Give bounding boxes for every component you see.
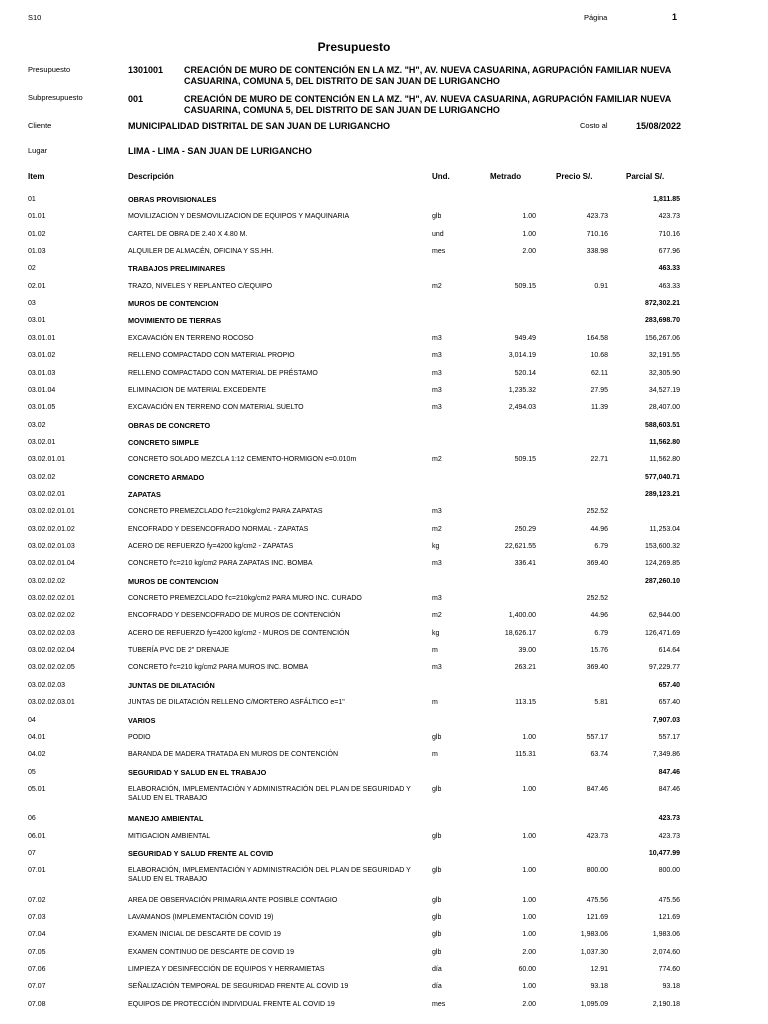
table-row	[0, 455, 768, 469]
row-description: CARTEL DE OBRA DE 2.40 X 4.80 M.	[128, 230, 248, 238]
row-item-code: 03.02.02.03.01	[28, 699, 75, 707]
row-item-code: 06.01	[28, 832, 46, 840]
row-unit: mes	[432, 1000, 446, 1008]
row-partial: 774.60	[658, 966, 680, 974]
row-partial: 11,253.04	[649, 525, 680, 533]
table-row	[0, 814, 768, 828]
row-price: 0.91	[594, 282, 608, 290]
row-item-code: 01.02	[28, 230, 46, 238]
row-item-code: 03.02	[28, 421, 46, 429]
cost-date: 15/08/2022	[636, 121, 682, 131]
row-price: 800.00	[586, 867, 608, 875]
subbudget-code: 001	[128, 94, 144, 104]
row-unit: glb	[432, 948, 442, 956]
row-partial: 121.69	[658, 914, 680, 921]
table-row	[0, 316, 768, 330]
row-metrado: 263.21	[514, 664, 536, 672]
row-price: 27.95	[590, 386, 608, 394]
row-description: CONCRETO ARMADO	[128, 472, 205, 482]
row-item-code: 03.01.03	[28, 369, 56, 377]
row-description: ENCOFRADO Y DESENCOFRADO DE MUROS DE CONTENCIÓN	[128, 612, 341, 620]
row-item-code: 02	[28, 265, 36, 273]
row-description: TRAZO, NIVELES Y REPLANTEO C/EQUIPO	[128, 282, 273, 290]
col-price: Precio S/.	[556, 172, 593, 181]
row-unit: glb	[432, 896, 442, 904]
table-row	[0, 785, 768, 802]
row-metrado: 22,621.55	[504, 543, 536, 550]
row-description: MOVIMIENTO DE TIERRAS	[128, 316, 222, 326]
row-description: AREA DE OBSERVACIÓN PRIMARIA ANTE POSIBLE CONTAGIO	[128, 896, 338, 904]
row-item-code: 03.02.02.01.02	[28, 525, 75, 533]
row-item-code: 03.02.01.01	[28, 456, 65, 464]
row-partial: 1,811.85	[653, 196, 680, 203]
row-price: 1,983.06	[580, 931, 608, 939]
row-price: 369.40	[586, 560, 608, 568]
row-metrado: 1.00	[522, 896, 536, 904]
row-description: MOVILIZACION Y DESMOVILIZACION DE EQUIPOS Y MAQUINARIA	[128, 213, 350, 221]
row-description: OBRAS PROVISIONALES	[128, 195, 217, 204]
row-item-code: 03.02.02.02.05	[28, 664, 75, 672]
row-partial: 2,074.60	[652, 948, 680, 956]
row-description: CONCRETO f'c=210 kg/cm2 PARA MUROS INC. BOMBA	[128, 664, 309, 672]
col-partial: Parcial S/.	[626, 172, 665, 181]
row-price: 847.46	[586, 785, 608, 793]
row-partial: 97,229.77	[648, 664, 680, 672]
row-item-code: 07.01	[28, 867, 46, 875]
row-metrado: 509.15	[514, 456, 536, 464]
row-item-code: 01.03	[28, 248, 46, 256]
row-description: MUROS DE CONTENCION	[128, 299, 219, 309]
row-price: 369.40	[586, 664, 608, 672]
row-item-code: 03.01.02	[28, 352, 56, 360]
row-item-code: 03.02.02.01	[28, 490, 65, 498]
row-description: TRABAJOS PRELIMINARES	[128, 264, 226, 274]
row-item-code: 03.01.05	[28, 404, 56, 412]
row-item-code: 03.01	[28, 317, 46, 325]
row-partial: 289,123.21	[644, 490, 680, 498]
row-description: LAVAMANOS (IMPLEMENTACIÓN COVID 19)	[128, 914, 274, 921]
budget-text: CREACIÓN DE MURO DE CONTENCIÓN EN LA MZ. "H", AV. NUEVA CASUARINA, AGRUPACIÓN FAMILIAR NUEVA CASUARINA, COMUNA 5, DEL DISTRITO DE SAN JUAN DE LURIGANCHO	[184, 65, 671, 86]
row-partial: 11,562.80	[649, 438, 680, 446]
table-row	[0, 334, 768, 348]
row-item-code: 03.02.02.01.03	[28, 543, 75, 550]
table-row	[0, 369, 768, 383]
row-item-code: 07.06	[28, 966, 46, 974]
row-description: TUBERÍA PVC DE 2" DRENAJE	[128, 647, 229, 655]
row-description: ALQUILER DE ALMACÉN, OFICINA Y SS.HH.	[128, 248, 274, 256]
row-item-code: 04.01	[28, 733, 46, 741]
table-row	[0, 866, 768, 884]
row-price: 10.68	[590, 352, 608, 360]
row-description: VARIOS	[128, 715, 156, 725]
row-partial: 657.40	[658, 699, 680, 707]
row-price: 338.98	[586, 248, 608, 256]
row-description: EQUIPOS DE PROTECCIÓN INDIVIDUAL FRENTE AL COVID 19	[128, 1000, 335, 1008]
row-item-code: 03.02.02.01.01	[28, 508, 75, 516]
row-price: 15.76	[590, 647, 608, 655]
row-partial: 93.18	[662, 983, 680, 991]
row-item-code: 05	[28, 768, 36, 776]
row-metrado: 1.00	[522, 914, 536, 921]
row-partial: 7,907.03	[652, 716, 680, 724]
row-item-code: 07.05	[28, 948, 46, 956]
row-item-code: 07.03	[28, 914, 46, 921]
system-code: S10	[28, 13, 42, 22]
page-number: 1	[672, 12, 678, 22]
row-description: SEGURIDAD Y SALUD FRENTE AL COVID	[128, 848, 274, 858]
row-partial: 463.33	[658, 265, 680, 273]
row-partial: 614.64	[658, 647, 680, 655]
table-row	[0, 965, 768, 979]
row-metrado: 113.15	[515, 699, 536, 707]
row-price: 252.52	[586, 508, 608, 516]
row-description: MANEJO AMBIENTAL	[128, 814, 204, 824]
row-partial: 677.96	[658, 248, 680, 256]
table-row	[0, 849, 768, 863]
row-metrado: 2.00	[522, 248, 536, 256]
row-partial: 800.00	[658, 867, 680, 875]
row-item-code: 06	[28, 815, 36, 823]
row-partial: 34,527.19	[648, 386, 680, 394]
row-partial: 7,349.86	[652, 751, 680, 759]
row-description: CONCRETO PREMEZCLADO f'c=210kg/cm2 PARA ZAPATAS	[128, 508, 323, 516]
row-description: CONCRETO SIMPLE	[128, 437, 199, 447]
row-price: 423.73	[586, 213, 608, 221]
table-row	[0, 542, 768, 556]
row-item-code: 03.01.01	[28, 334, 56, 342]
col-item: Item	[28, 172, 45, 181]
row-partial: 10,477.99	[648, 849, 680, 857]
row-item-code: 03.02.02.02	[28, 577, 65, 585]
row-metrado: 509.15	[514, 282, 536, 290]
client-name: MUNICIPALIDAD DISTRITAL DE SAN JUAN DE LURIGANCHO	[128, 121, 391, 131]
row-unit: glb	[432, 733, 442, 741]
row-item-code: 03.02.02	[28, 473, 56, 481]
row-description: OBRAS DE CONCRETO	[128, 420, 211, 430]
row-item-code: 04	[28, 716, 36, 724]
row-metrado: 2,494.03	[508, 404, 536, 412]
table-row	[0, 913, 768, 927]
row-partial: 423.73	[658, 832, 680, 840]
row-description: ELIMINACION DE MATERIAL EXCEDENTE	[128, 386, 267, 394]
row-unit: m3	[432, 664, 442, 672]
table-row	[0, 948, 768, 962]
row-metrado: 1.00	[522, 785, 536, 793]
row-metrado: 1.00	[522, 213, 536, 221]
row-item-code: 07.02	[28, 896, 46, 904]
table-row	[0, 930, 768, 944]
cost-label: Costo al	[580, 121, 608, 130]
row-partial: 710.16	[658, 230, 680, 238]
table-row	[0, 212, 768, 226]
row-description: JUNTAS DE DILATACIÓN	[128, 680, 215, 690]
row-partial: 153,600.32	[644, 543, 680, 550]
row-description: ELABORACIÓN, IMPLEMENTACIÓN Y ADMINISTRACIÓN DEL PLAN DE SEGURIDAD Y SALUD EN EL TRABAJO	[128, 867, 411, 884]
row-price: 5.81	[594, 699, 608, 707]
table-row	[0, 681, 768, 695]
row-partial: 872,302.21	[644, 300, 680, 308]
row-unit: glb	[432, 213, 442, 221]
row-partial: 126,471.69	[644, 629, 680, 637]
table-row	[0, 594, 768, 608]
table-row	[0, 264, 768, 278]
row-item-code: 07.07	[28, 983, 46, 991]
row-price: 44.96	[590, 525, 608, 533]
table-row	[0, 195, 768, 209]
row-description: SEGURIDAD Y SALUD EN EL TRABAJO	[128, 767, 267, 777]
row-partial: 1,983.06	[652, 931, 680, 939]
row-item-code: 07.08	[28, 1000, 46, 1008]
table-row	[0, 473, 768, 487]
subbudget-label: Subpresupuesto	[28, 93, 83, 102]
table-row	[0, 351, 768, 365]
row-price: 12.91	[590, 966, 608, 974]
row-unit: m3	[432, 404, 442, 412]
row-description: PODIO	[128, 733, 151, 741]
row-price: 252.52	[586, 595, 608, 603]
row-partial: 2,190.18	[652, 1000, 680, 1008]
row-unit: m	[432, 647, 438, 655]
page-title: Presupuesto	[317, 40, 391, 54]
row-partial: 32,191.55	[648, 352, 680, 360]
row-partial: 847.46	[658, 785, 680, 793]
row-price: 93.18	[590, 983, 608, 991]
row-metrado: 39.00	[518, 647, 536, 655]
row-metrado: 949.49	[514, 334, 536, 342]
row-partial: 156,267.06	[644, 334, 680, 342]
table-row	[0, 490, 768, 504]
row-item-code: 04.02	[28, 751, 46, 759]
row-unit: glb	[432, 931, 442, 939]
row-metrado: 1.00	[522, 832, 536, 840]
row-description: MITIGACION AMBIENTAL	[128, 832, 211, 840]
table-row	[0, 438, 768, 452]
table-row	[0, 832, 768, 846]
table-row	[0, 421, 768, 435]
row-description: CONCRETO f'c=210 kg/cm2 PARA ZAPATAS INC. BOMBA	[128, 560, 313, 568]
row-metrado: 250.29	[514, 525, 536, 533]
row-description: MUROS DE CONTENCION	[128, 576, 219, 586]
row-partial: 124,269.85	[644, 560, 680, 568]
row-unit: m3	[432, 595, 442, 603]
row-metrado: 18,626.17	[504, 629, 536, 637]
table-row	[0, 629, 768, 643]
table-row	[0, 247, 768, 261]
row-description: RELLENO COMPACTADO CON MATERIAL PROPIO	[128, 352, 295, 360]
row-description: ZAPATAS	[128, 489, 161, 499]
row-metrado: 2.00	[522, 1000, 536, 1008]
table-row	[0, 982, 768, 996]
row-item-code: 03	[28, 300, 36, 308]
row-price: 710.16	[586, 230, 608, 238]
table-row	[0, 733, 768, 747]
row-item-code: 03.02.02.03	[28, 681, 65, 689]
row-price: 44.96	[590, 612, 608, 620]
row-partial: 423.73	[658, 213, 680, 221]
row-price: 121.69	[586, 914, 608, 921]
budget-code: 1301001	[128, 65, 164, 75]
row-partial: 577,040.71	[644, 473, 680, 481]
row-unit: kg	[432, 543, 440, 550]
row-unit: m3	[432, 508, 442, 516]
row-description: BARANDA DE MADERA TRATADA EN MUROS DE CONTENCIÓN	[128, 751, 339, 759]
row-unit: m2	[432, 612, 442, 620]
row-metrado: 115.31	[515, 751, 536, 759]
row-item-code: 03.02.02.02.01	[28, 595, 75, 603]
row-description: ENCOFRADO Y DESENCOFRADO NORMAL - ZAPATAS	[128, 525, 309, 533]
row-partial: 62,944.00	[648, 612, 680, 620]
row-metrado: 1.00	[522, 230, 536, 238]
page-label: Página	[584, 13, 608, 22]
row-unit: m2	[432, 456, 442, 464]
row-partial: 283,698.70	[644, 317, 680, 325]
col-unit: Und.	[432, 172, 450, 181]
col-metrado: Metrado	[490, 172, 522, 181]
row-partial: 28,407.00	[648, 404, 680, 412]
row-partial: 588,603.51	[644, 421, 680, 429]
row-price: 11.39	[591, 404, 608, 412]
row-unit: m2	[432, 525, 442, 533]
table-row	[0, 559, 768, 573]
table-row	[0, 663, 768, 677]
row-partial: 463.33	[658, 282, 680, 290]
row-metrado: 3,014.19	[508, 352, 536, 360]
row-item-code: 03.02.02.02.02	[28, 612, 75, 620]
row-unit: m3	[432, 352, 442, 360]
row-description: JUNTAS DE DILATACIÓN RELLENO C/MORTERO ASFÁLTICO e=1"	[128, 699, 345, 707]
row-price: 557.17	[586, 733, 608, 741]
row-partial: 287,260.10	[644, 577, 680, 585]
row-price: 1,095.09	[580, 1000, 608, 1008]
row-description: EXCAVACIÓN EN TERRENO ROCOSO	[128, 334, 254, 342]
row-partial: 475.56	[658, 896, 680, 904]
row-unit: glb	[432, 867, 442, 875]
row-partial: 847.46	[658, 768, 680, 776]
table-row	[0, 507, 768, 521]
row-price: 164.58	[586, 334, 608, 342]
row-price: 62.11	[591, 369, 608, 377]
row-metrado: 1,235.32	[508, 386, 536, 394]
client-label: Cliente	[28, 121, 52, 130]
row-price: 475.56	[586, 896, 608, 904]
row-unit: glb	[432, 785, 442, 793]
row-partial: 423.73	[658, 815, 680, 823]
table-row	[0, 1000, 768, 1014]
row-unit: día	[432, 966, 442, 974]
row-item-code: 01.01	[28, 213, 46, 221]
col-description: Descripción	[128, 172, 174, 181]
table-row	[0, 299, 768, 313]
row-unit: día	[432, 983, 442, 991]
subbudget-text: CREACIÓN DE MURO DE CONTENCIÓN EN LA MZ. "H", AV. NUEVA CASUARINA, AGRUPACIÓN FAMILIAR NUEVA CASUARINA, COMUNA 5, DEL DISTRITO DE SAN JUAN DE LURIGANCHO	[184, 94, 671, 115]
row-unit: kg	[432, 629, 440, 637]
table-row	[0, 611, 768, 625]
row-metrado: 1,400.00	[508, 612, 536, 620]
table-row	[0, 403, 768, 417]
row-unit: und	[432, 230, 444, 238]
row-description: EXCAVACIÓN EN TERRENO CON MATERIAL SUELTO	[128, 404, 304, 412]
row-unit: glb	[432, 832, 442, 840]
row-item-code: 03.02.02.02.03	[28, 629, 75, 637]
row-description: EXAMEN INICIAL DE DESCARTE DE COVID 19	[128, 931, 281, 939]
row-price: 6.79	[594, 543, 608, 550]
table-row	[0, 698, 768, 712]
row-unit: m	[432, 699, 438, 707]
row-description: ACERO DE REFUERZO fy=4200 kg/cm2 - MUROS DE CONTENCIÓN	[128, 629, 350, 637]
row-unit: m	[432, 751, 438, 759]
row-item-code: 03.02.02.02.04	[28, 647, 75, 655]
row-description: RELLENO COMPACTADO CON MATERIAL DE PRÉSTAMO	[128, 369, 318, 377]
row-unit: m3	[432, 386, 442, 394]
row-metrado: 60.00	[518, 966, 536, 974]
row-metrado: 1.00	[522, 733, 536, 741]
row-partial: 557.17	[658, 733, 680, 741]
row-price: 6.79	[594, 629, 608, 637]
row-description: LIMPIEZA Y DESINFECCIÓN DE EQUIPOS Y HERRAMIETAS	[128, 966, 325, 974]
row-metrado: 336.41	[514, 560, 536, 568]
place-name: LIMA - LIMA - SAN JUAN DE LURIGANCHO	[128, 146, 312, 156]
row-description: ELABORACIÓN, IMPLEMENTACIÓN Y ADMINISTRACIÓN DEL PLAN DE SEGURIDAD Y SALUD EN EL TRABAJO	[128, 785, 411, 802]
row-partial: 11,562.80	[649, 456, 680, 464]
table-row	[0, 386, 768, 400]
table-row	[0, 896, 768, 910]
table-row	[0, 282, 768, 296]
row-metrado: 1.00	[522, 983, 536, 991]
row-item-code: 02.01	[28, 282, 46, 290]
row-price: 423.73	[586, 832, 608, 840]
table-row	[0, 646, 768, 660]
row-unit: m2	[432, 282, 442, 290]
row-price: 63.74	[590, 751, 608, 759]
row-item-code: 03.02.01	[28, 438, 56, 446]
row-price: 22.71	[590, 456, 608, 464]
row-item-code: 03.02.02.01.04	[28, 560, 75, 568]
row-description: CONCRETO SOLADO MEZCLA 1:12 CEMENTO-HORMIGON e=0.010m	[128, 456, 357, 464]
row-item-code: 01	[28, 196, 36, 203]
row-unit: m3	[432, 560, 442, 568]
row-description: SEÑALIZACIÓN TEMPORAL DE SEGURIDAD FRENTE AL COVID 19	[128, 983, 349, 991]
table-row	[0, 716, 768, 730]
row-unit: glb	[432, 914, 442, 921]
row-metrado: 1.00	[522, 931, 536, 939]
row-item-code: 07.04	[28, 931, 46, 939]
row-price: 1,037.30	[580, 948, 608, 956]
row-description: EXAMEN CONTINUO DE DESCARTE DE COVID 19	[128, 948, 294, 956]
row-partial: 32,305.90	[648, 369, 680, 377]
row-metrado: 2.00	[522, 948, 536, 956]
row-item-code: 07	[28, 849, 36, 857]
row-metrado: 1.00	[522, 867, 536, 875]
table-row	[0, 768, 768, 782]
row-partial: 657.40	[658, 681, 680, 689]
row-item-code: 03.01.04	[28, 386, 56, 394]
row-item-code: 05.01	[28, 785, 46, 793]
table-row	[0, 577, 768, 591]
row-description: ACERO DE REFUERZO fy=4200 kg/cm2 - ZAPATAS	[128, 543, 294, 550]
row-unit: m3	[432, 369, 442, 377]
row-unit: mes	[432, 248, 446, 256]
budget-label: Presupuesto	[28, 65, 71, 74]
table-row	[0, 230, 768, 244]
row-unit: m3	[432, 334, 442, 342]
row-description: CONCRETO PREMEZCLADO f'c=210kg/cm2 PARA MURO INC. CURADO	[128, 595, 362, 603]
row-metrado: 520.14	[514, 369, 536, 377]
place-label: Lugar	[28, 146, 48, 155]
table-row	[0, 750, 768, 764]
table-row	[0, 525, 768, 539]
